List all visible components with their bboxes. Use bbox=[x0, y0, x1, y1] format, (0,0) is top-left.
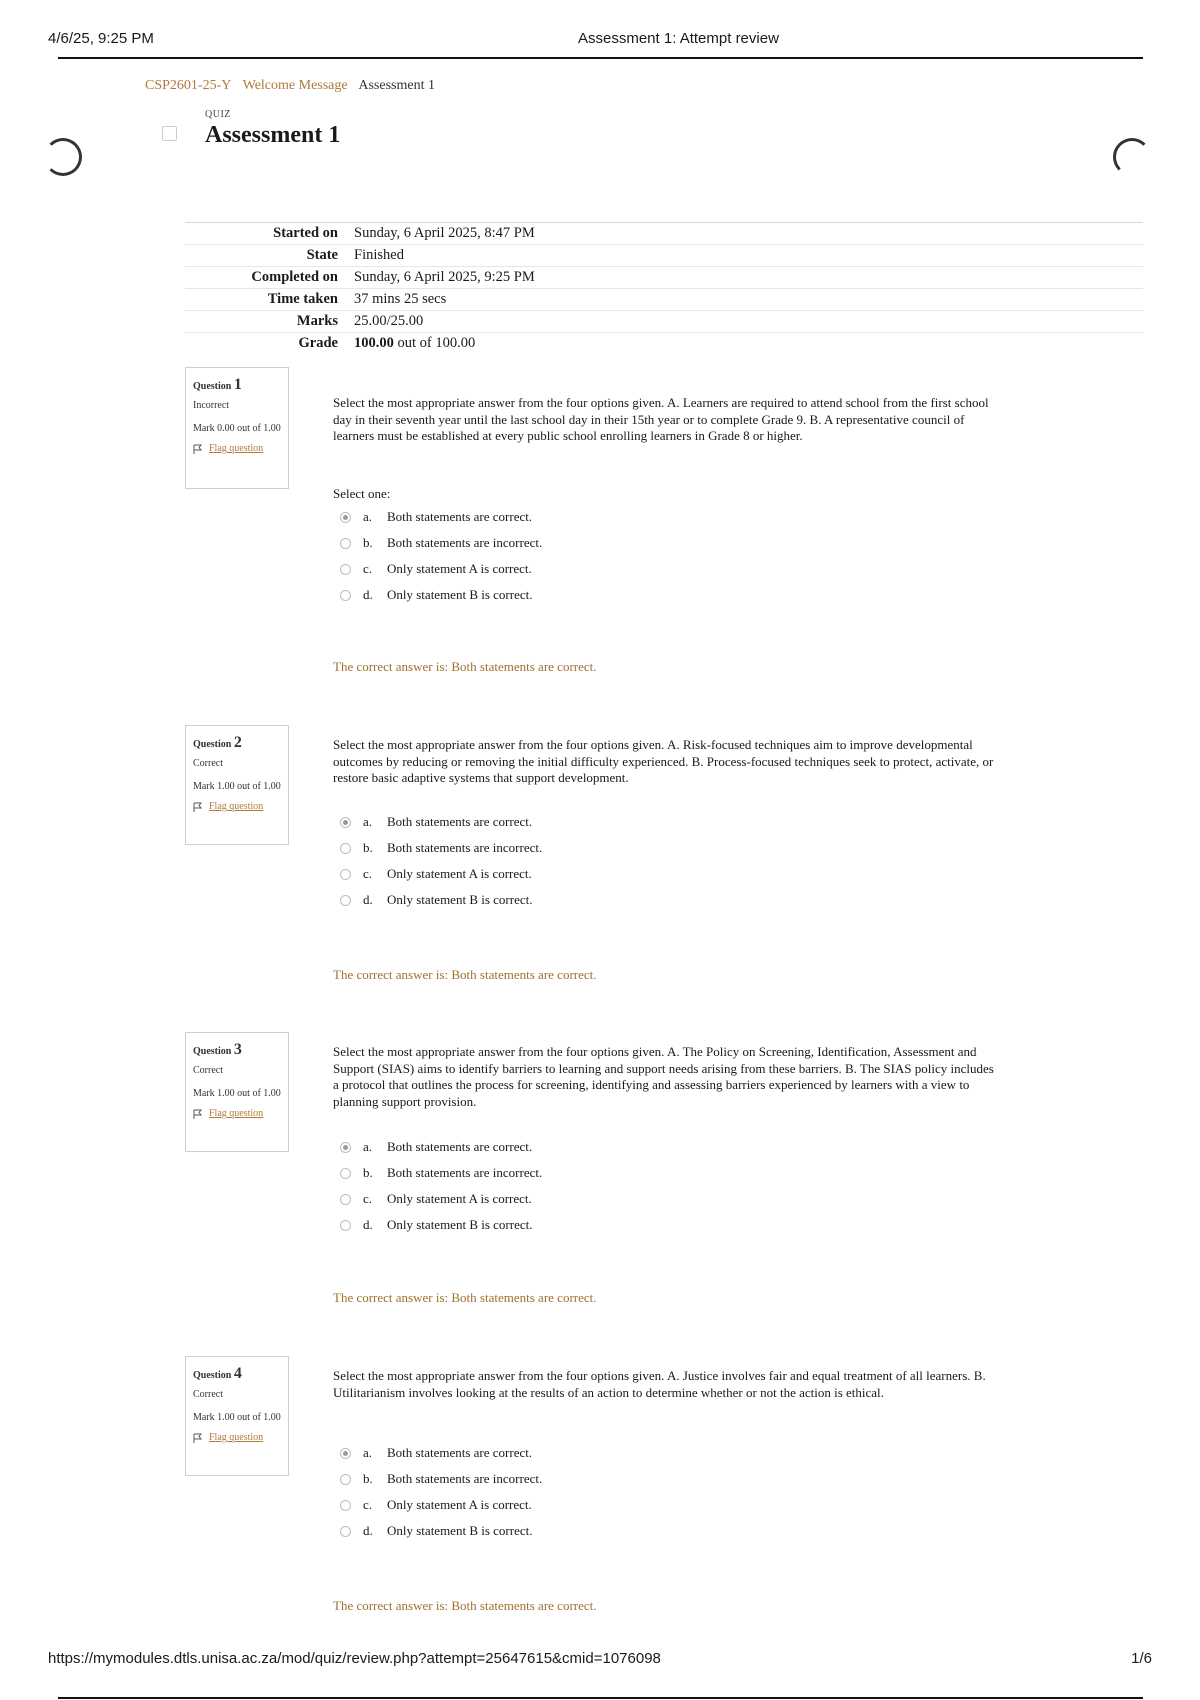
radio[interactable] bbox=[340, 1474, 351, 1485]
question-state: Incorrect bbox=[193, 400, 230, 411]
answer-option[interactable] bbox=[340, 1492, 542, 1518]
question-text: Select the most appropriate answer from the four options given. A. Risk-focused techniques aim to improve developmental outcomes by reducing or removing the initial difficulty experienced. B. Process-focused techniques seek to protect, activate, or restore basic adaptive systems that support development. bbox=[333, 737, 994, 785]
answer-option[interactable] bbox=[340, 556, 542, 582]
answer-option[interactable] bbox=[340, 1212, 542, 1238]
answer-option[interactable] bbox=[340, 504, 542, 530]
flag-icon bbox=[193, 1109, 203, 1119]
summary-value: 25.00/25.00 bbox=[354, 311, 1143, 333]
flag-question-link[interactable] bbox=[193, 443, 282, 454]
breadcrumb-course[interactable]: CSP2601-25-Y bbox=[145, 78, 232, 93]
option-letter: b. bbox=[363, 1471, 373, 1486]
radio[interactable] bbox=[340, 1168, 351, 1179]
breadcrumb bbox=[145, 78, 443, 94]
radio[interactable] bbox=[340, 895, 351, 906]
question-info bbox=[185, 367, 289, 489]
answer-option[interactable] bbox=[340, 835, 542, 861]
flag-question-label: Flag question bbox=[209, 1432, 264, 1443]
drawer-toggle-right-icon[interactable] bbox=[1113, 138, 1151, 176]
option-text: Both statements are incorrect. bbox=[387, 1165, 543, 1180]
radio-checked[interactable] bbox=[340, 1448, 351, 1459]
question-label: Question bbox=[193, 381, 232, 392]
flag-question-link[interactable] bbox=[193, 801, 282, 812]
radio[interactable] bbox=[340, 1220, 351, 1231]
print-url: https://mymodules.dtls.unisa.ac.za/mod/quiz/review.php?attempt=25647615&cmid=1076098 bbox=[48, 1650, 661, 1667]
question-info bbox=[185, 725, 289, 845]
summary-row bbox=[185, 289, 1143, 311]
option-letter: c. bbox=[363, 1497, 373, 1512]
activity-icon bbox=[162, 126, 177, 141]
answer-option[interactable] bbox=[340, 1466, 542, 1492]
summary-key: Grade bbox=[185, 333, 354, 355]
option-text: Both statements are correct. bbox=[387, 1445, 533, 1460]
summary-value bbox=[354, 333, 1143, 355]
flag-question-label: Flag question bbox=[209, 1108, 264, 1119]
question-state: Correct bbox=[193, 758, 223, 769]
question-state: Correct bbox=[193, 1065, 223, 1076]
flag-question-label: Flag question bbox=[209, 443, 264, 454]
answer-option[interactable] bbox=[340, 1518, 542, 1544]
answer-option[interactable] bbox=[340, 1186, 542, 1212]
option-letter: a. bbox=[363, 1139, 373, 1154]
flag-icon bbox=[193, 802, 203, 812]
grade-suffix: out of 100.00 bbox=[393, 335, 476, 351]
summary-value: Finished bbox=[354, 245, 1143, 267]
answer-option[interactable] bbox=[340, 530, 542, 556]
breadcrumb-section[interactable]: Welcome Message bbox=[242, 78, 348, 93]
answer-options bbox=[340, 809, 542, 913]
question-mark: Mark 0.00 out of 1.00 bbox=[193, 423, 281, 434]
option-text: Only statement B is correct. bbox=[387, 1523, 533, 1538]
question-info bbox=[185, 1032, 289, 1152]
answer-option[interactable] bbox=[340, 1160, 542, 1186]
answer-option[interactable] bbox=[340, 1134, 542, 1160]
option-letter: d. bbox=[363, 1523, 373, 1538]
option-letter: c. bbox=[363, 866, 373, 881]
option-letter: d. bbox=[363, 1217, 373, 1232]
radio-checked[interactable] bbox=[340, 817, 351, 828]
correct-answer-feedback: The correct answer is: Both statements are correct. bbox=[333, 1290, 597, 1305]
radio[interactable] bbox=[340, 564, 351, 575]
answer-prompt: Select one: bbox=[333, 486, 391, 501]
radio[interactable] bbox=[340, 590, 351, 601]
option-letter: c. bbox=[363, 1191, 373, 1206]
correct-answer-feedback: The correct answer is: Both statements are correct. bbox=[333, 967, 597, 982]
radio[interactable] bbox=[340, 843, 351, 854]
print-date: 4/6/25, 9:25 PM bbox=[48, 30, 154, 47]
question-state: Correct bbox=[193, 1389, 223, 1400]
summary-row bbox=[185, 333, 1143, 355]
correct-answer-feedback: The correct answer is: Both statements are correct. bbox=[333, 1598, 597, 1613]
option-letter: b. bbox=[363, 535, 373, 550]
drawer-toggle-left-icon[interactable] bbox=[44, 138, 82, 176]
flag-question-link[interactable] bbox=[193, 1432, 282, 1443]
question-label: Question bbox=[193, 1046, 232, 1057]
flag-question-label: Flag question bbox=[209, 801, 264, 812]
radio[interactable] bbox=[340, 869, 351, 880]
summary-key: Time taken bbox=[185, 289, 354, 311]
summary-key: Marks bbox=[185, 311, 354, 333]
footer-divider bbox=[58, 1697, 1143, 1699]
flag-icon bbox=[193, 1433, 203, 1443]
summary-key: Completed on bbox=[185, 267, 354, 289]
option-text: Both statements are incorrect. bbox=[387, 535, 543, 550]
question-text: Select the most appropriate answer from the four options given. A. Justice involves fair and equal treatment of all learners. B. Utilitarianism involves looking at the results of an action to determine whether or not the action is ethical. bbox=[333, 1368, 986, 1400]
question-text: Select the most appropriate answer from the four options given. A. Learners are required to attend school from the first school day in their seventh year until the last school day in their 15th year or to complete Grade 9. B. A representative council of learners must be established at every public school enrolling learners in Grade 8 or higher. bbox=[333, 395, 989, 443]
answer-option[interactable] bbox=[340, 582, 542, 608]
answer-option[interactable] bbox=[340, 1440, 542, 1466]
summary-value: Sunday, 6 April 2025, 8:47 PM bbox=[354, 223, 1143, 245]
option-text: Only statement A is correct. bbox=[387, 1497, 532, 1512]
option-text: Only statement A is correct. bbox=[387, 866, 532, 881]
option-text: Both statements are correct. bbox=[387, 509, 533, 524]
summary-value: 37 mins 25 secs bbox=[354, 289, 1143, 311]
question-number: 3 bbox=[233, 1041, 242, 1058]
option-text: Only statement A is correct. bbox=[387, 1191, 532, 1206]
summary-row bbox=[185, 267, 1143, 289]
print-title: Assessment 1: Attempt review bbox=[578, 30, 779, 47]
question-number: 4 bbox=[233, 1365, 242, 1382]
option-text: Both statements are incorrect. bbox=[387, 840, 543, 855]
header-divider bbox=[58, 57, 1143, 59]
option-text: Only statement B is correct. bbox=[387, 892, 533, 907]
summary-key: State bbox=[185, 245, 354, 267]
option-letter: b. bbox=[363, 840, 373, 855]
activity-type-label: QUIZ bbox=[205, 109, 231, 120]
option-text: Both statements are correct. bbox=[387, 1139, 533, 1154]
option-letter: a. bbox=[363, 1445, 373, 1460]
flag-icon bbox=[193, 444, 203, 454]
answer-option[interactable] bbox=[340, 809, 542, 835]
radio-checked[interactable] bbox=[340, 512, 351, 523]
answer-options bbox=[340, 1440, 542, 1544]
question-number: 2 bbox=[233, 734, 242, 751]
option-text: Only statement B is correct. bbox=[387, 587, 533, 602]
print-page-number: 1/6 bbox=[1131, 1650, 1152, 1667]
option-letter: d. bbox=[363, 892, 373, 907]
summary-key: Started on bbox=[185, 223, 354, 245]
question-mark: Mark 1.00 out of 1.00 bbox=[193, 1412, 281, 1423]
radio[interactable] bbox=[340, 1194, 351, 1205]
question-mark: Mark 1.00 out of 1.00 bbox=[193, 781, 281, 792]
question-label: Question bbox=[193, 739, 232, 750]
radio[interactable] bbox=[340, 1526, 351, 1537]
question-info bbox=[185, 1356, 289, 1476]
page-title: Assessment 1 bbox=[205, 122, 341, 148]
answer-option[interactable] bbox=[340, 861, 542, 887]
correct-answer-feedback: The correct answer is: Both statements are correct. bbox=[333, 659, 597, 674]
answer-option[interactable] bbox=[340, 887, 542, 913]
print-header bbox=[48, 28, 1142, 56]
option-letter: a. bbox=[363, 814, 373, 829]
radio-checked[interactable] bbox=[340, 1142, 351, 1153]
question-number: 1 bbox=[233, 376, 242, 393]
option-letter: d. bbox=[363, 587, 373, 602]
option-text: Both statements are correct. bbox=[387, 814, 533, 829]
option-letter: c. bbox=[363, 561, 373, 576]
option-text: Only statement B is correct. bbox=[387, 1217, 533, 1232]
summary-row bbox=[185, 311, 1143, 333]
option-text: Both statements are incorrect. bbox=[387, 1471, 543, 1486]
question-label: Question bbox=[193, 1370, 232, 1381]
flag-question-link[interactable] bbox=[193, 1108, 282, 1119]
option-letter: a. bbox=[363, 509, 373, 524]
summary-value: Sunday, 6 April 2025, 9:25 PM bbox=[354, 267, 1143, 289]
radio[interactable] bbox=[340, 538, 351, 549]
radio[interactable] bbox=[340, 1500, 351, 1511]
attempt-summary-table bbox=[185, 222, 1143, 354]
summary-row bbox=[185, 223, 1143, 245]
answer-options bbox=[340, 1134, 542, 1238]
option-text: Only statement A is correct. bbox=[387, 561, 532, 576]
question-mark: Mark 1.00 out of 1.00 bbox=[193, 1088, 281, 1099]
answer-options bbox=[340, 504, 542, 608]
summary-row bbox=[185, 245, 1143, 267]
question-text: Select the most appropriate answer from the four options given. A. The Policy on Screening, Identification, Assessment and Support (SIAS) aims to identify barriers to learning and support needs arising from these barriers. B. The SIAS policy includes a protocol that outlines the process for screening, identifying and assessing barriers experienced by learners with a view to planning support provision. bbox=[333, 1044, 994, 1109]
breadcrumb-current: Assessment 1 bbox=[358, 78, 435, 93]
option-letter: b. bbox=[363, 1165, 373, 1180]
grade-value: 100.00 bbox=[354, 335, 394, 351]
